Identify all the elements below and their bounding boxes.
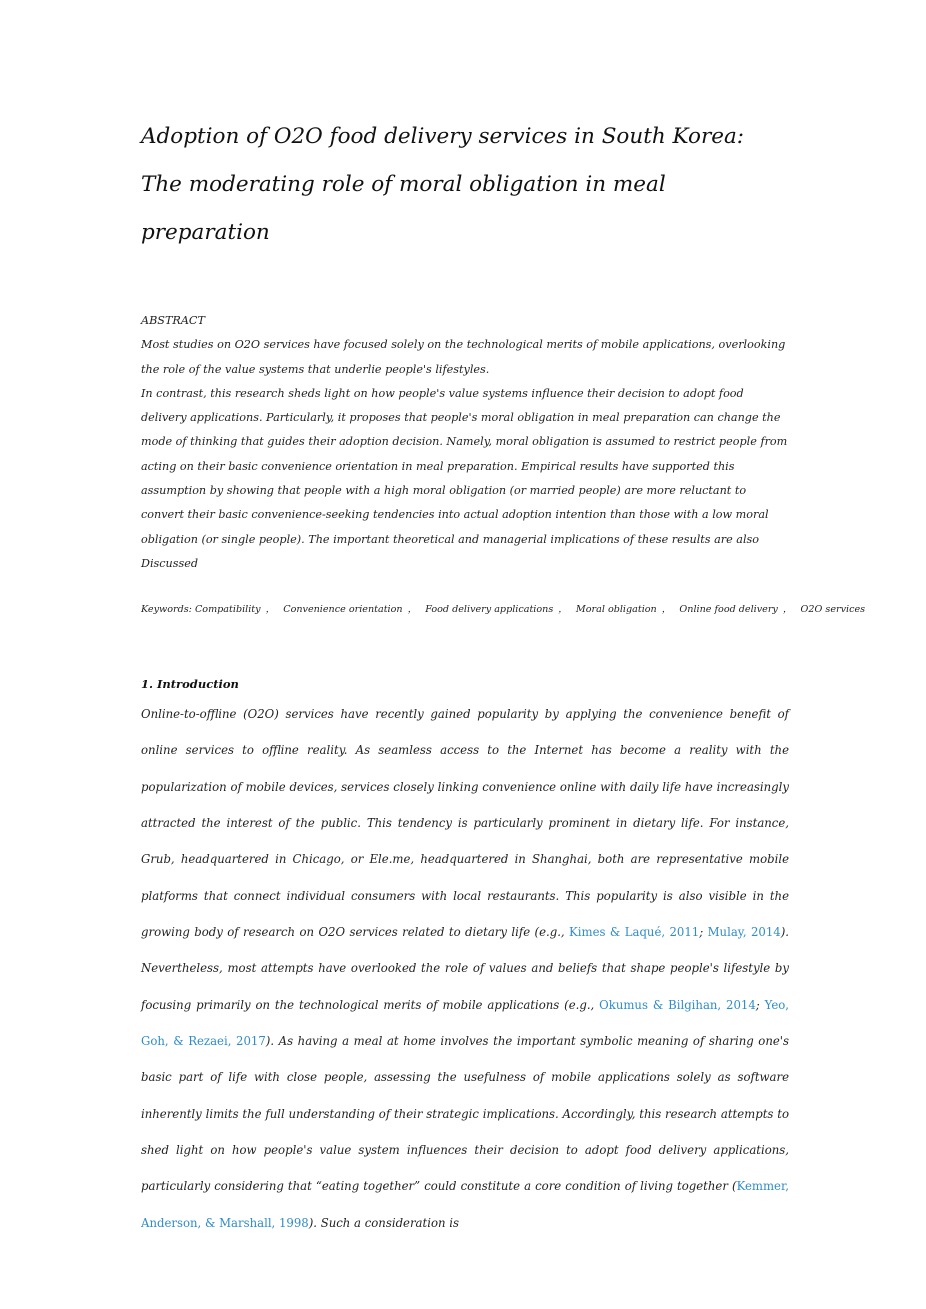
abstract-paragraph-1: Most studies on O2O services have focused solely on the technological merits of mobile applications, overlooking the role of the value systems that underlie people's lifestyles. [141,338,786,376]
keyword-separator: ， [558,604,568,615]
intro-text: headquartered in Chicago, or [174,852,370,867]
keyword: Moral obligation [575,604,657,615]
citation-link[interactable]: Yeo, Goh, & Rezaei, 2017 [141,997,789,1049]
abstract-block [141,309,789,576]
keyword: Convenience orientation [283,604,403,615]
keyword-separator: ， [407,604,418,615]
intro-text: ; [699,925,708,940]
introduction-paragraph [141,696,789,1241]
introduction-body [141,696,789,1241]
intro-text: ). Nevertheless, most attempts have overlooked the role of values and beliefs that shape people's lifestyle by focusing primarily on the technological merits of mobile applications (e.g., [141,925,789,1012]
citation-link[interactable]: Kemmer, Anderson, & Marshall, 1998 [141,1179,789,1230]
citation-link[interactable]: Okumus & Bilgihan, 2014 [599,997,756,1012]
paper-title: Adoption of O2O food delivery services in South Korea: The moderating role of moral obligation in meal preparation [141,124,745,245]
keyword: Food delivery applications [425,604,554,615]
intro-text: Online-to-offline (O2O) services have recently gained popularity by applying the convenience benefit of online services to offline reality. As seamless access to the Internet has become a reality with the popularization of mobile devices, services closely linking convenience online with daily life have increasingly attracted the interest of the public. This tendency is particularly prominent in dietary life. For instance, [141,707,789,831]
citation-link[interactable]: Kimes & Laqué, 2011 [569,925,700,940]
intro-text: ; [755,997,765,1012]
intro-text: ). Such a consideration is [308,1215,459,1230]
keyword-separator: ， [265,604,276,615]
keywords-label: Keywords: [141,604,192,615]
keyword-separator: ， [661,604,672,615]
keyword: O2O services [800,604,866,615]
company-name-grub: Grub, [141,852,175,867]
citation-link[interactable]: Mulay, 2014 [707,925,781,940]
company-name-eleme: Ele.me, [369,852,415,867]
keyword: Compatibility [194,604,261,615]
keyword: Online food delivery [679,604,778,615]
section-heading-introduction: 1. Introduction [141,677,239,691]
intro-text: ). As having a meal at home involves the important symbolic meaning of sharing one's basic part of life with close people, assessing the usefulness of mobile applications solely as software inherently limits the full understanding of their strategic implications. Accordingly, this research attempts to shed light on how people's value system influences their decision to adopt food delivery applications, particularly considering that “eating together” could constitute a core condition of living together ( [141,1034,789,1194]
keywords-line [141,601,866,619]
abstract-paragraph-2: In contrast, this research sheds light on how people's value systems influence their decision to adopt food delivery applications. Particularly, it proposes that people's moral obligation in meal preparation can change the mode of thinking that guides their adoption decision. Namely, moral obligation is assumed to restrict people from acting on their basic convenience orientation in meal preparation. Empirical results have supported this assumption by showing that people with a high moral obligation (or married people) are more reluctant to convert their basic convenience-seeking tendencies into actual adoption intention than those with a low moral obligation (or single people). The important theoretical and managerial implications of these results are also Discussed [141,386,788,570]
intro-text: headquartered in Shanghai, both are representative mobile platforms that connect individual consumers with local restaurants. This popularity is also visible in the growing body of research on O2O services related to dietary life (e.g., [141,852,789,940]
abstract-heading: ABSTRACT [141,314,205,327]
keyword-separator: ， [782,604,793,615]
